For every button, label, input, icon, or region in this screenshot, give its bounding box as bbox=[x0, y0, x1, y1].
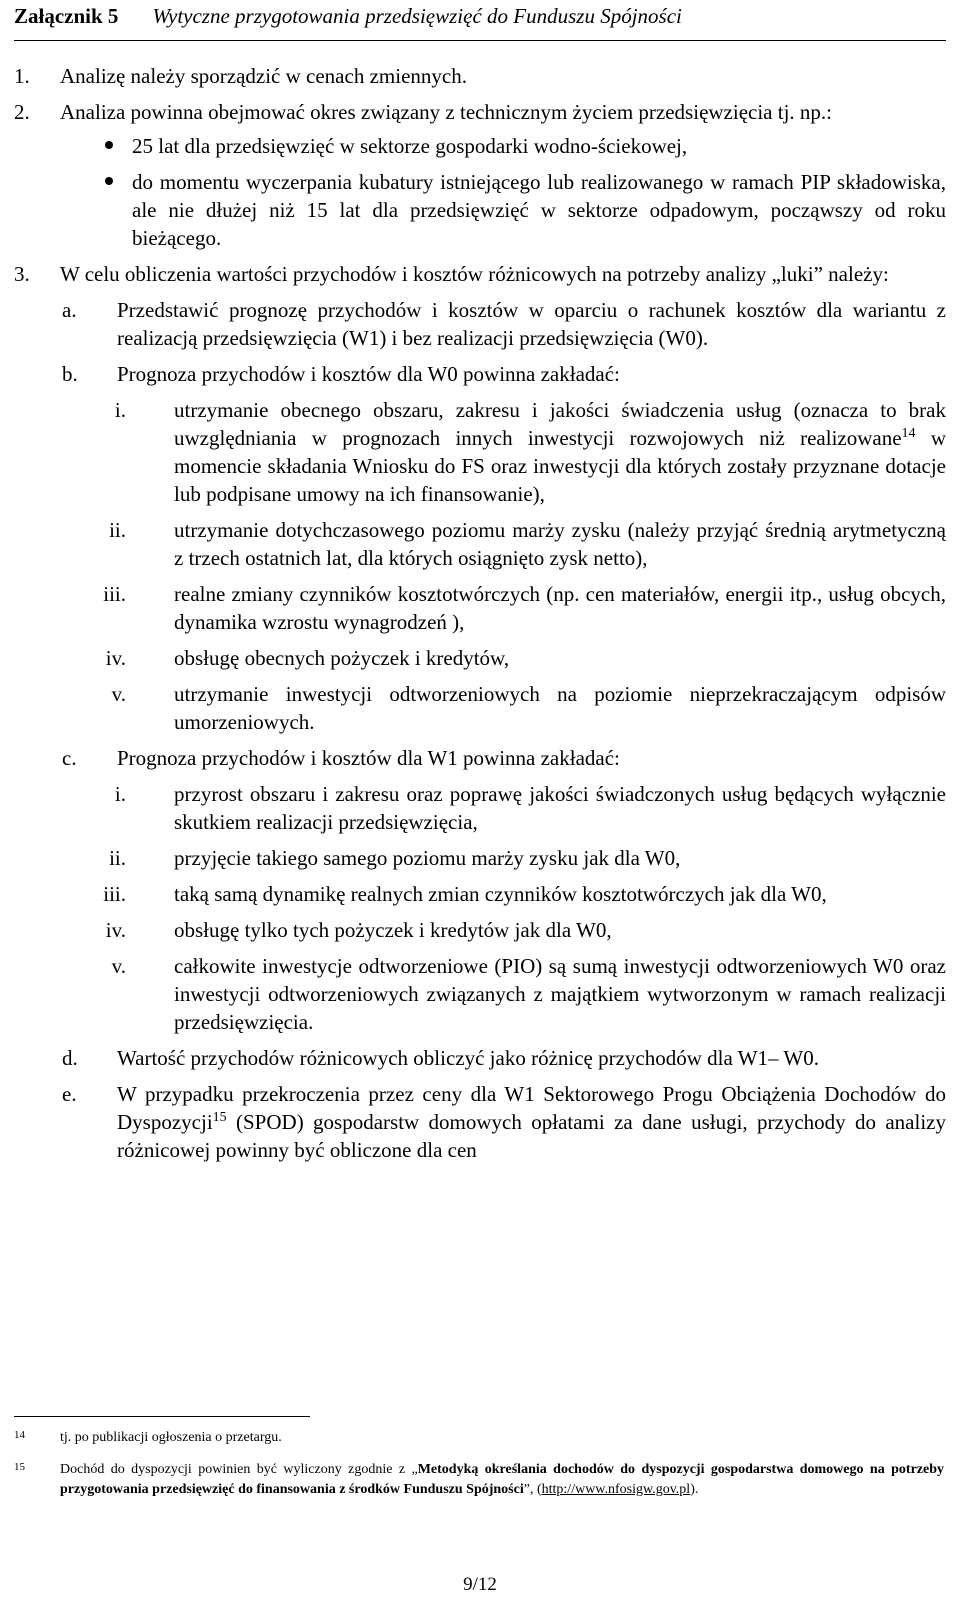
footnote-ref: 14 bbox=[901, 426, 916, 441]
sub-item-label: d. bbox=[62, 1046, 78, 1070]
item-text: Analizę należy sporządzić w cenach zmiennych. bbox=[60, 64, 467, 88]
sub-item-b bbox=[14, 360, 946, 388]
item-text: W celu obliczenia wartości przychodów i kosztów różnicowych na potrzeby analizy „luki” należy: bbox=[60, 262, 889, 286]
item-number: 3. bbox=[14, 262, 30, 286]
roman-list-c bbox=[14, 780, 946, 1036]
sub-item-label: a. bbox=[62, 298, 77, 322]
footnote-15 bbox=[14, 1460, 944, 1500]
footnote-14 bbox=[14, 1428, 944, 1448]
list-item-label: v. bbox=[111, 954, 126, 978]
footnote-number: 15 bbox=[14, 1461, 25, 1473]
footnote-text: tj. po publikacji ogłoszenia o przetargu. bbox=[60, 1430, 282, 1445]
sub-item-label: e. bbox=[62, 1082, 77, 1106]
sub-item-d bbox=[14, 1044, 946, 1072]
list-item-label: iii. bbox=[103, 882, 126, 906]
sub-item-text: Przedstawić prognozę przychodów i kosztów w oparciu o rachunek kosztów dla wariantu z realizacją przedsięwzięcia (W1) i bez realizacji przedsięwzięcia (W0). bbox=[117, 298, 946, 350]
sub-item-label: c. bbox=[62, 746, 77, 770]
sub-item-text: Prognoza przychodów i kosztów dla W1 powinna zakładać: bbox=[117, 746, 620, 770]
list-item: iii. taką samą dynamikę realnych zmian czynników kosztotwórczych jak dla W0, bbox=[103, 882, 827, 906]
footnote-separator bbox=[14, 1416, 310, 1417]
page-number: 9/12 bbox=[463, 1574, 497, 1595]
list-item: i. przyrost obszaru i zakresu oraz poprawę jakości świadczonych usług będących wyłącznie skutkiem realizacji przedsięwzięcia, bbox=[114, 782, 946, 834]
list-item: iii. realne zmiany czynników kosztotwórczych (np. cen materiałów, energii itp., usług obcych, dynamika wzrostu wynagrodzeń ), bbox=[103, 582, 946, 634]
sub-item-text: Wartość przychodów różnicowych obliczyć jako różnicę przychodów dla W1– W0. bbox=[117, 1046, 819, 1070]
footnotes bbox=[14, 1428, 944, 1512]
bullet-icon bbox=[14, 132, 132, 160]
sub-item-label: b. bbox=[62, 362, 78, 386]
list-item-label: iv. bbox=[105, 918, 126, 942]
list-item: ii. przyjęcie takiego samego poziomu marży zysku jak dla W0, bbox=[109, 846, 681, 870]
sub-item-text: Prognoza przychodów i kosztów dla W0 powinna zakładać: bbox=[117, 362, 620, 386]
sub-item-a bbox=[14, 296, 946, 352]
list-item-label: i. bbox=[114, 782, 126, 806]
list-item: iv. obsługę obecnych pożyczek i kredytów, bbox=[105, 646, 510, 670]
sub-item-e bbox=[14, 1080, 946, 1164]
footnote-number: 14 bbox=[14, 1429, 25, 1441]
list-item-label: ii. bbox=[109, 846, 126, 870]
footnote-text: Dochód do dyspozycji powinien być wyliczony zgodnie z „Metodyką określania dochodów do dyspozycji gospodarstwa domowego na potrzeby przygotowania przedsięwzięć do finansowania z środków Funduszu Spójności”, (http://www.nfosigw.gov.pl). bbox=[60, 1462, 945, 1497]
roman-list-b bbox=[14, 396, 946, 736]
list-item: iv. obsługę tylko tych pożyczek i kredytów jak dla W0, bbox=[105, 918, 612, 942]
list-item: v. utrzymanie inwestycji odtworzeniowych na poziomie nieprzekraczającym odpisów umorzeniowych. bbox=[111, 682, 946, 734]
page-header bbox=[14, 2, 946, 41]
item-2 bbox=[14, 98, 946, 252]
list-item: do momentu wyczerpania kubatury istniejącego lub realizowanego w ramach PIP składowiska, ale nie dłużej niż 15 lat dla przedsięwzięć w sektorze odpadowym, począwszy od roku bieżącego. bbox=[14, 168, 946, 252]
item-text: Analiza powinna obejmować okres związany z technicznym życiem przedsięwzięcia tj. np.: bbox=[60, 100, 833, 124]
list-item-label: iii. bbox=[103, 582, 126, 606]
item-number: 2. bbox=[14, 100, 30, 124]
footnote-ref: 15 bbox=[212, 1110, 227, 1125]
list-item-label: ii. bbox=[109, 518, 126, 542]
header-title: Załącznik 5 bbox=[14, 4, 119, 28]
item-number: 1. bbox=[14, 64, 30, 88]
list-item-label: iv. bbox=[105, 646, 126, 670]
sub-item-c bbox=[14, 744, 946, 772]
list-item: ii. utrzymanie dotychczasowego poziomu marży zysku (należy przyjąć średnią arytmetyczną z trzech ostatnich lat, dla których osiągnięto zysk netto), bbox=[109, 518, 946, 570]
list-item: v. całkowite inwestycje odtworzeniowe (PIO) są sumą inwestycji odtworzeniowych W0 oraz inwestycji odtworzeniowych związanych z majątkiem wytworzonym w ramach realizacji przedsięwzięcia. bbox=[111, 954, 946, 1034]
list-item: 25 lat dla przedsięwzięć w sektorze gospodarki wodno-ściekowej, bbox=[14, 132, 946, 160]
bullet-icon bbox=[14, 168, 132, 252]
list-item: i. utrzymanie obecnego obszaru, zakresu i jakości świadczenia usług (oznacza to brak uwzględniania w prognozach innych inwestycji rozwojowych niż realizowane$^{14}$ w momencie składania Wniosku do FS oraz inwestycji dla których zostały przyznane dotacje lub podpisane umowy na ich finansowanie), bbox=[114, 398, 946, 506]
nfosigw-link[interactable]: http://www.nfosigw.gov.pl bbox=[541, 1482, 691, 1497]
item-1 bbox=[14, 62, 946, 90]
sub-item-text: W przypadku przekroczenia przez ceny dla W1 Sektorowego Progu Obciążenia Dochodów do Dyspozycji$^{15}$ (SPOD) gospodarstw domowych opłatami za dane usługi, przychody do analizy różnicowej powinny być obliczone dla cen bbox=[117, 1082, 946, 1162]
bullet-list bbox=[14, 132, 946, 252]
document-body bbox=[14, 62, 946, 1164]
item-3 bbox=[14, 260, 946, 288]
list-item-label: i. bbox=[114, 398, 126, 422]
list-item-label: v. bbox=[111, 682, 126, 706]
header-subtitle: Wytyczne przygotowania przedsięwzięć do Funduszu Spójności bbox=[152, 4, 682, 28]
